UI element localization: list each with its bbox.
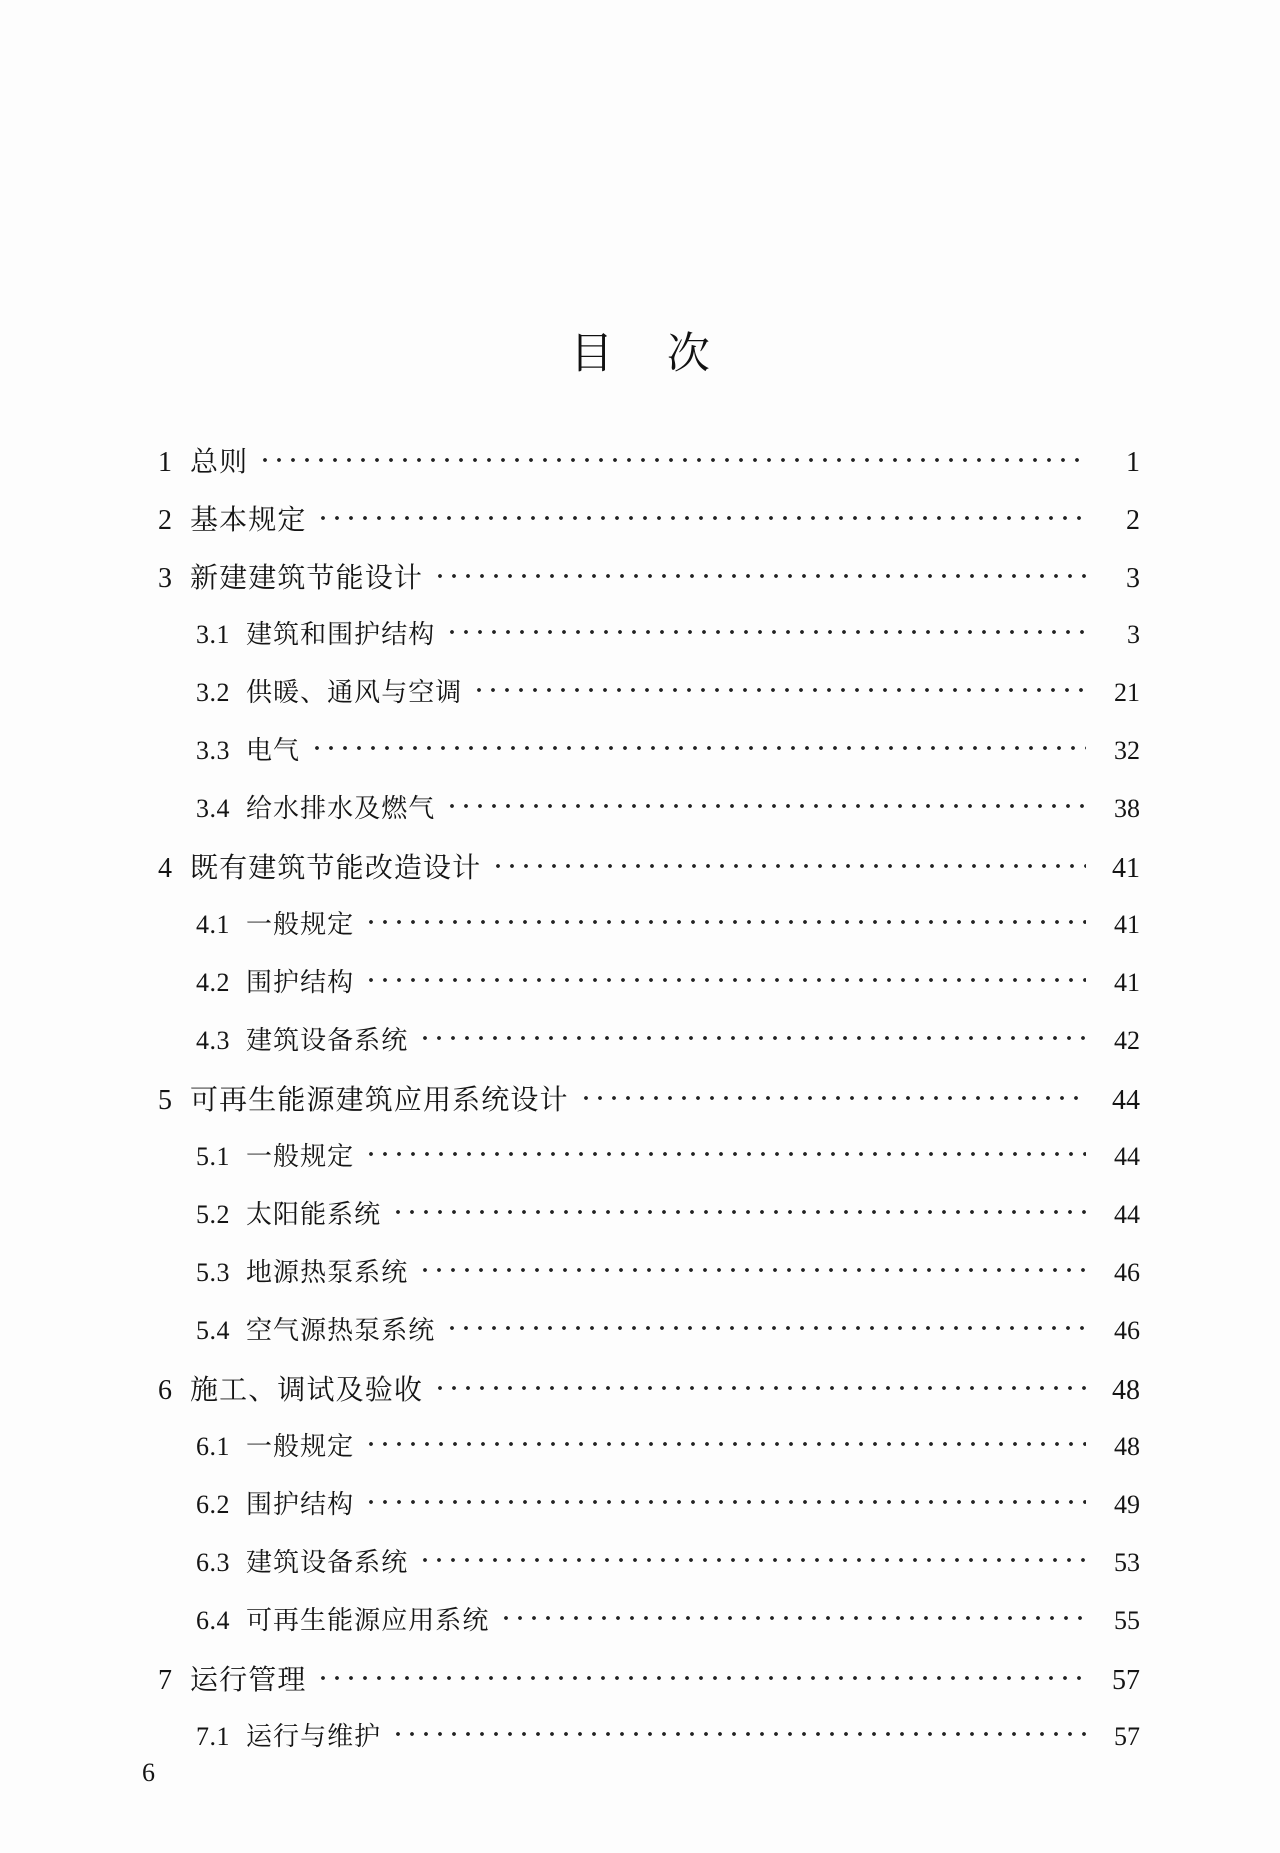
toc-entry[interactable] <box>140 1484 1140 1542</box>
toc-entry[interactable] <box>140 788 1140 846</box>
toc-entry-label: 一般规定 <box>246 1432 355 1461</box>
toc-entry-page: 2 <box>1126 505 1140 536</box>
toc-entry-label: 可再生能源建筑应用系统设计 <box>190 1085 569 1116</box>
toc-entry-number: 3 <box>158 563 172 594</box>
toc-entry[interactable] <box>140 1368 1140 1426</box>
toc-entry-page: 32 <box>1114 736 1140 765</box>
toc-entry[interactable] <box>140 846 1140 904</box>
toc-entry-label: 总则 <box>190 447 249 478</box>
toc-entry-number: 6 <box>158 1375 172 1406</box>
toc-leader-dots <box>472 673 1086 701</box>
toc-entry-page: 41 <box>1114 910 1140 939</box>
toc-entry-label: 新建建筑节能设计 <box>190 563 423 594</box>
toc-entry[interactable] <box>140 904 1140 962</box>
toc-leader-dots <box>364 963 1086 991</box>
toc-entry-label: 空气源热泵系统 <box>246 1316 436 1345</box>
toc-entry-page: 21 <box>1114 678 1140 707</box>
toc-entry[interactable] <box>140 1136 1140 1194</box>
toc-entry-number: 6.4 <box>196 1606 230 1635</box>
toc-entry-number: 5.1 <box>196 1142 230 1171</box>
toc-entry[interactable] <box>140 1542 1140 1600</box>
toc-entry-page: 42 <box>1114 1026 1140 1055</box>
toc-entry[interactable] <box>140 672 1140 730</box>
toc-entry-page: 46 <box>1114 1316 1140 1345</box>
toc-entry-number: 5 <box>158 1085 172 1116</box>
toc-entry-page: 41 <box>1114 968 1140 997</box>
toc-entry[interactable] <box>140 1716 1140 1774</box>
toc-entry[interactable] <box>140 1020 1140 1078</box>
toc-entry-number: 5.2 <box>196 1200 230 1229</box>
toc-entry-label: 可再生能源应用系统 <box>246 1606 490 1635</box>
toc-entry-number: 3.2 <box>196 678 230 707</box>
toc-leader-dots <box>364 1137 1086 1165</box>
toc-entry-page: 44 <box>1112 1085 1140 1116</box>
toc-leader-dots <box>579 1081 1086 1109</box>
toc-entry-page: 48 <box>1114 1432 1140 1461</box>
toc-leader-dots <box>445 615 1086 643</box>
toc-leader-dots <box>433 559 1086 587</box>
toc-entry-number: 7 <box>158 1665 172 1696</box>
toc-entry[interactable] <box>140 1194 1140 1252</box>
toc-entry-label: 太阳能系统 <box>246 1200 382 1229</box>
toc-entry-number: 7.1 <box>196 1722 230 1751</box>
toc-entry[interactable] <box>140 1310 1140 1368</box>
toc-leader-dots <box>491 849 1086 877</box>
toc-leader-dots <box>364 905 1086 933</box>
toc-entry-page: 48 <box>1112 1375 1140 1406</box>
toc-entry-page: 44 <box>1114 1142 1140 1171</box>
toc-entry-number: 3.3 <box>196 736 230 765</box>
toc-leader-dots <box>499 1601 1086 1629</box>
toc-entry-page: 41 <box>1112 853 1140 884</box>
toc-entry-label: 一般规定 <box>246 910 355 939</box>
page-footer-number: 6 <box>142 1758 155 1787</box>
toc-leader-dots <box>364 1427 1086 1455</box>
toc-entry-number: 3.4 <box>196 794 230 823</box>
toc-entry[interactable] <box>140 498 1140 556</box>
toc-leader-dots <box>391 1717 1086 1745</box>
toc-entry-label: 一般规定 <box>246 1142 355 1171</box>
toc-entry-label: 基本规定 <box>190 505 307 536</box>
toc-leader-dots <box>391 1195 1086 1223</box>
toc-leader-dots <box>445 1311 1086 1339</box>
page-title: 目 次 <box>570 331 732 378</box>
toc-entry-page: 1 <box>1126 447 1140 478</box>
toc-entry-page: 38 <box>1114 794 1140 823</box>
toc-entry-number: 2 <box>158 505 172 536</box>
toc-entry-page: 55 <box>1114 1606 1140 1635</box>
toc-entry-number: 4 <box>158 853 172 884</box>
toc-leader-dots <box>418 1543 1086 1571</box>
toc-leader-dots <box>418 1021 1086 1049</box>
toc-entry-label: 运行管理 <box>190 1665 307 1696</box>
toc-entry-number: 6.3 <box>196 1548 230 1577</box>
toc-entry-label: 供暖、通风与空调 <box>246 678 463 707</box>
toc-entry-page: 44 <box>1114 1200 1140 1229</box>
toc-entry-number: 5.4 <box>196 1316 230 1345</box>
table-of-contents <box>140 440 1140 1774</box>
toc-entry-number: 6.1 <box>196 1432 230 1461</box>
toc-leader-dots <box>258 443 1086 471</box>
toc-leader-dots <box>418 1253 1086 1281</box>
toc-entry[interactable] <box>140 962 1140 1020</box>
toc-entry-number: 1 <box>158 447 172 478</box>
toc-leader-dots <box>364 1485 1086 1513</box>
toc-entry[interactable] <box>140 730 1140 788</box>
toc-entry-number: 4.1 <box>196 910 230 939</box>
toc-entry-label: 给水排水及燃气 <box>246 794 436 823</box>
toc-leader-dots <box>445 789 1086 817</box>
toc-entry-label: 施工、调试及验收 <box>190 1375 423 1406</box>
toc-entry[interactable] <box>140 1426 1140 1484</box>
toc-entry-number: 5.3 <box>196 1258 230 1287</box>
toc-entry-label: 地源热泵系统 <box>246 1258 409 1287</box>
toc-entry-page: 3 <box>1126 563 1140 594</box>
toc-leader-dots <box>433 1371 1086 1399</box>
toc-entry[interactable] <box>140 1078 1140 1136</box>
toc-entry-label: 建筑和围护结构 <box>246 620 436 649</box>
toc-entry-label: 运行与维护 <box>246 1722 382 1751</box>
toc-entry[interactable] <box>140 556 1140 614</box>
toc-leader-dots <box>316 1661 1086 1689</box>
toc-entry-number: 4.2 <box>196 968 230 997</box>
toc-entry-page: 46 <box>1114 1258 1140 1287</box>
toc-entry-page: 49 <box>1114 1490 1140 1519</box>
toc-leader-dots <box>316 501 1086 529</box>
toc-entry-label: 建筑设备系统 <box>246 1026 409 1055</box>
toc-entry-page: 3 <box>1127 620 1140 649</box>
toc-entry-label: 围护结构 <box>246 968 355 997</box>
toc-entry-number: 6.2 <box>196 1490 230 1519</box>
toc-entry-number: 4.3 <box>196 1026 230 1055</box>
toc-entry[interactable] <box>140 1252 1140 1310</box>
toc-entry-page: 53 <box>1114 1548 1140 1577</box>
toc-entry-label: 电气 <box>246 736 301 765</box>
toc-entry-page: 57 <box>1112 1665 1140 1696</box>
toc-entry-label: 既有建筑节能改造设计 <box>190 853 482 884</box>
toc-entry[interactable] <box>140 614 1140 672</box>
toc-entry-label: 围护结构 <box>246 1490 355 1519</box>
toc-leader-dots <box>310 731 1086 759</box>
toc-entry[interactable] <box>140 1600 1140 1658</box>
toc-entry-number: 3.1 <box>196 620 230 649</box>
toc-entry[interactable] <box>140 440 1140 498</box>
toc-entry[interactable] <box>140 1658 1140 1716</box>
toc-entry-label: 建筑设备系统 <box>246 1548 409 1577</box>
toc-entry-page: 57 <box>1114 1722 1140 1751</box>
